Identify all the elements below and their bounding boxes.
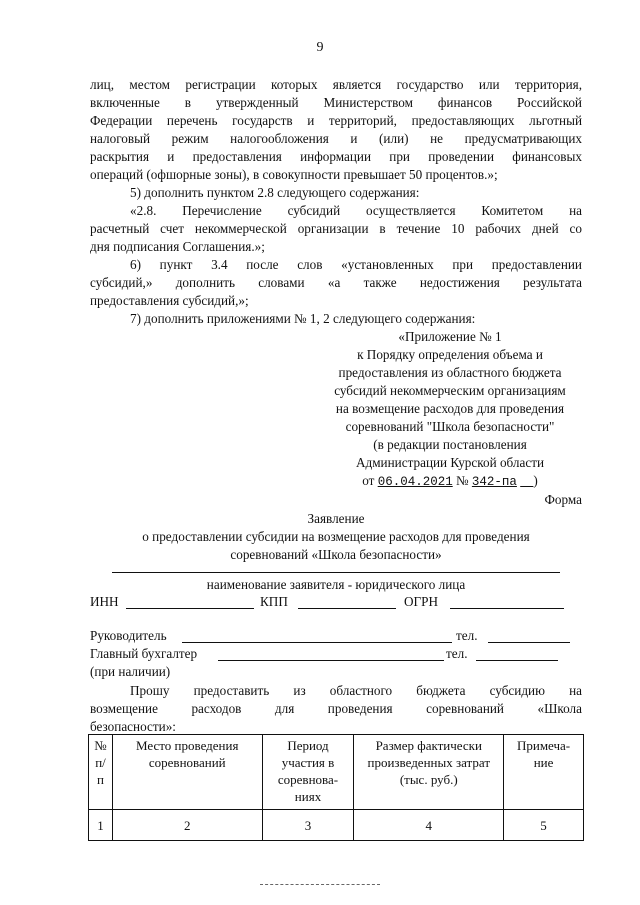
item-6-text: субсидий,» дополнить словами «а также недостижения результата [90,275,582,290]
applicant-name-line [112,572,560,573]
item-5-text: расчетный счет некоммерческой организации в течение 10 рабочих дней со [90,221,582,236]
form-label: Форма [544,492,582,507]
request-text: возмещение расходов для проведения соревнований «Школа [90,701,582,716]
appendix-line: соревнований "Школа безопасности" [345,419,555,434]
ogrn-field[interactable] [450,608,564,609]
head-label: Руководитель [90,628,167,643]
table-cell: 4 [354,810,504,841]
applicant-caption: наименование заявителя - юридического лица [206,577,466,592]
appendix-line: субсидий некоммерческим организациям [334,383,566,398]
header-cell-note: Примеча- ние [504,735,584,810]
item-5: 5) дополнить пунктом 2.8 следующего содержания: [130,185,420,200]
title-line: соревнований «Школа безопасности» [230,547,442,562]
inn-label: ИНН [90,594,119,609]
appendix-line: к Порядку определения объема и [357,347,543,362]
item-7: 7) дополнить приложениями № 1, 2 следующего содержания: [130,311,476,326]
paragraph-line: Федерации перечень государств и территорий, предоставляющих льготный [90,113,582,128]
accountant-label: Главный бухгалтер [90,646,198,661]
header-cell-venue: Место проведения соревнований [112,735,262,810]
table-cell: 1 [89,810,113,841]
table-cell: 5 [504,810,584,841]
table-cell: 3 [262,810,354,841]
item-5-text: дня подписания Соглашения.»; [90,239,265,254]
appendix-line: на возмещение расходов для проведения [335,401,565,416]
if-any-note: (при наличии) [90,664,171,679]
tel-label-2: тел. [446,646,468,661]
ogrn-label: ОГРН [404,594,439,609]
title-line: Заявление [307,511,365,526]
appendix-date-line [300,472,600,491]
number-prefix: № [456,473,469,488]
expenses-table [88,734,584,841]
header-cell-number: № п/ п [89,735,113,810]
page-number: 9 [316,40,324,55]
kpp-label: КПП [260,594,288,609]
appendix-line: (в редакции постановления [373,437,527,452]
appendix-close: ) [533,473,538,488]
head-tel-field[interactable] [488,642,570,643]
paragraph-line: налоговый режим налогообложения и (или) не предусматривающих [90,131,582,146]
item-6-text: 6) пункт 3.4 после слов «установленных при предоставлении [130,257,582,272]
item-6-text: предоставления субсидий,»; [90,293,249,308]
header-cell-period: Период участия в соревнова- ниях [262,735,354,810]
appendix-line: Администрации Курской области [355,455,545,470]
footer-mark [260,884,380,885]
paragraph-line: раскрытия и предоставления информации при проведении финансовых [90,149,582,164]
paragraph-line: операций (офшорные зоны), в совокупности превышает 50 процентов.»; [90,167,498,182]
table-header-row [89,735,584,810]
request-text: Прошу предоставить из областного бюджета субсидию на [130,683,582,698]
paragraph-line: включенные в утвержденный Министерством финансов Российской [90,95,582,110]
request-text: безопасности»: [90,719,176,734]
table-row [89,810,584,841]
appendix-line: «Приложение № 1 [398,329,502,344]
kpp-field[interactable] [298,608,396,609]
title-line: о предоставлении субсидии на возмещение расходов для проведения [142,529,530,544]
item-5-text: «2.8. Перечисление субсидий осуществляется Комитетом на [130,203,582,218]
paragraph-line: лиц, местом регистрации которых является государство или территория, [90,77,582,92]
table-cell: 2 [112,810,262,841]
appendix-line: предоставления из областного бюджета [338,365,562,380]
accountant-field[interactable] [218,660,444,661]
header-cell-expenses: Размер фактически произведенных затрат (тыс. руб.) [354,735,504,810]
head-field[interactable] [182,642,452,643]
appendix-number: 342-па [471,475,517,489]
inn-field[interactable] [126,608,254,609]
tel-label: тел. [456,628,478,643]
appendix-date: 06.04.2021 [377,475,453,489]
accountant-tel-field[interactable] [476,660,558,661]
from-prefix: от [362,473,375,488]
